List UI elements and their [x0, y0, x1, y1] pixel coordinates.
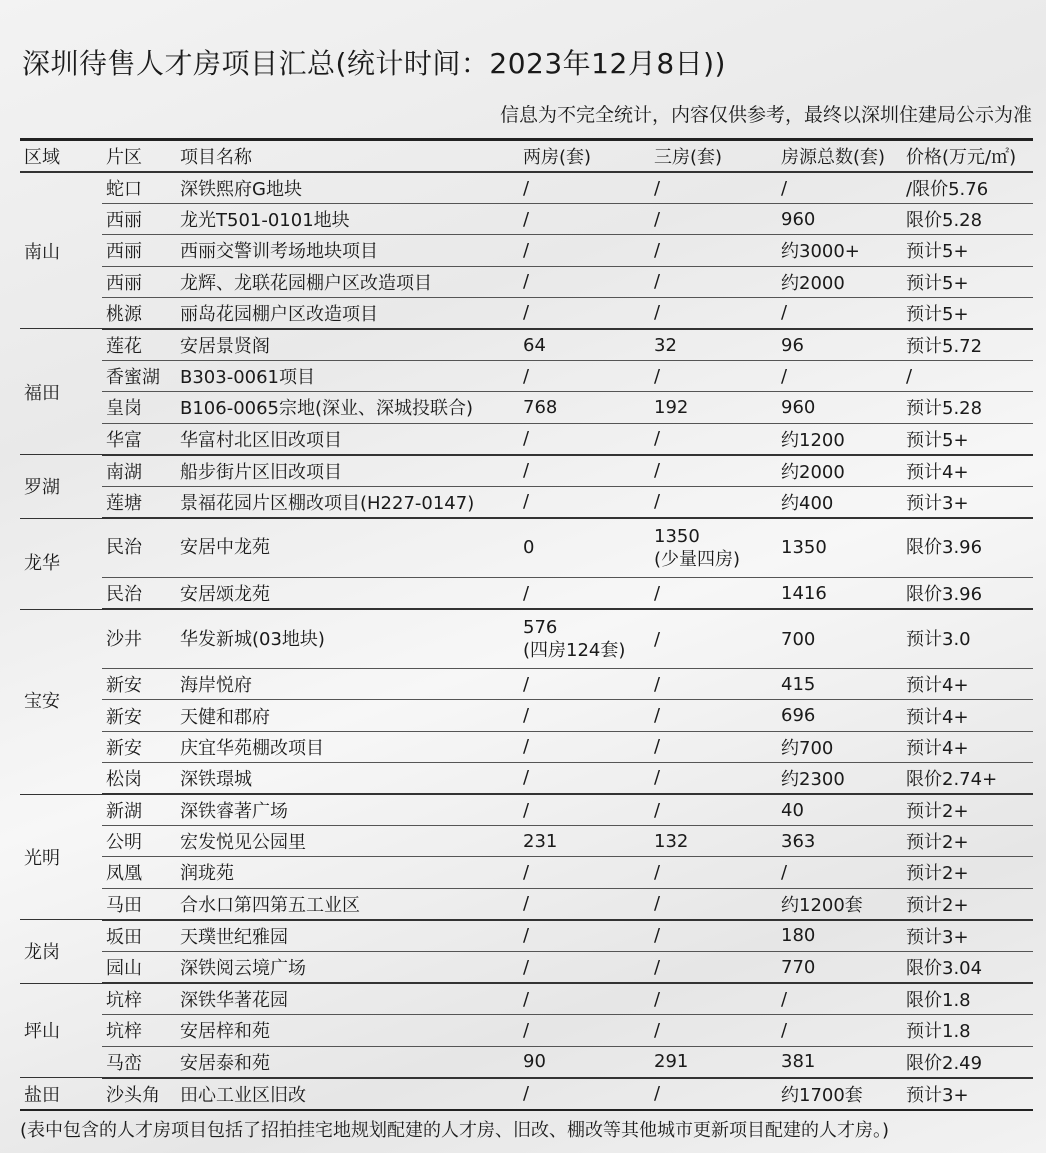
cell-total-units: / [777, 297, 902, 329]
cell-price: 限价3.96 [902, 518, 1033, 578]
cell-area: 沙头角 [102, 1078, 176, 1110]
table-row [20, 983, 1033, 1015]
cell-two-room: / [519, 423, 650, 455]
cell-three-room: / [650, 669, 777, 700]
cell-region: 南山 [20, 172, 102, 329]
cell-two-room: 768 [519, 392, 650, 423]
cell-three-room: / [650, 888, 777, 920]
footnote: (表中包含的人才房项目包括了招拍挂宅地规划配建的人才房、旧改、棚改等其他城市更新项目配建的人才房。) [20, 1120, 890, 1141]
cell-project-name: 安居景贤阁 [176, 329, 519, 361]
cell-two-room: / [519, 920, 650, 952]
cell-project-name: 深铁华著花园 [176, 983, 519, 1015]
cell-total-units: / [777, 172, 902, 204]
cell-three-room: / [650, 455, 777, 487]
cell-two-room: / [519, 857, 650, 888]
cell-price: 预计4+ [902, 669, 1033, 700]
cell-total-units: / [777, 857, 902, 888]
cell-two-room: / [519, 669, 650, 700]
cell-two-room: / [519, 172, 650, 204]
cell-project-name: 华富村北区旧改项目 [176, 423, 519, 455]
table-row [20, 857, 1033, 888]
cell-three-room: 291 [650, 1046, 777, 1078]
header-two-room: 两房(套) [523, 147, 592, 168]
cell-price: 限价2.74+ [902, 762, 1033, 794]
table-row [20, 204, 1033, 235]
cell-three-room: 132 [650, 826, 777, 857]
cell-area: 莲花 [102, 329, 176, 361]
cell-price: 预计5+ [902, 297, 1033, 329]
cell-area: 华富 [102, 423, 176, 455]
cell-project-name: B106-0065宗地(深业、深城投联合) [176, 392, 519, 423]
cell-total-units: 约1700套 [777, 1078, 902, 1110]
cell-two-room: / [519, 731, 650, 762]
cell-price: 预计3+ [902, 1078, 1033, 1110]
cell-area: 公明 [102, 826, 176, 857]
table-row [20, 518, 1033, 578]
cell-region: 福田 [20, 329, 102, 455]
cell-three-room: 1350 (少量四房) [650, 518, 777, 578]
cell-region: 龙华 [20, 518, 102, 609]
table-row [20, 235, 1033, 266]
cell-price: 预计4+ [902, 700, 1033, 731]
cell-price: 限价1.8 [902, 983, 1033, 1015]
cell-price: 预计5.72 [902, 329, 1033, 361]
header-area: 片区 [106, 147, 142, 168]
cell-total-units: / [777, 361, 902, 392]
table-row [20, 731, 1033, 762]
cell-region: 罗湖 [20, 455, 102, 518]
table-row [20, 1015, 1033, 1046]
cell-project-name: 田心工业区旧改 [176, 1078, 519, 1110]
cell-price: 预计5+ [902, 235, 1033, 266]
project-table-container [20, 138, 1033, 1111]
cell-total-units: 约3000+ [777, 235, 902, 266]
cell-price: 预计5+ [902, 266, 1033, 297]
cell-area: 马田 [102, 888, 176, 920]
table-row [20, 266, 1033, 297]
table-row [20, 486, 1033, 518]
cell-three-room: / [650, 1078, 777, 1110]
cell-three-room: / [650, 204, 777, 235]
cell-area: 坑梓 [102, 983, 176, 1015]
cell-total-units: 1416 [777, 578, 902, 610]
cell-project-name: 合水口第四第五工业区 [176, 888, 519, 920]
cell-total-units: 180 [777, 920, 902, 952]
cell-project-name: 景福花园片区棚改项目(H227-0147) [176, 486, 519, 518]
cell-area: 西丽 [102, 204, 176, 235]
cell-total-units: 约2300 [777, 762, 902, 794]
cell-three-room: / [650, 423, 777, 455]
cell-project-name: 丽岛花园棚户区改造项目 [176, 297, 519, 329]
cell-two-room: / [519, 204, 650, 235]
cell-area: 凤凰 [102, 857, 176, 888]
cell-two-room: / [519, 297, 650, 329]
cell-three-room: / [650, 700, 777, 731]
cell-two-room: / [519, 266, 650, 297]
cell-project-name: 安居中龙苑 [176, 518, 519, 578]
cell-total-units: 960 [777, 204, 902, 235]
cell-three-room: / [650, 762, 777, 794]
cell-total-units: 约1200套 [777, 888, 902, 920]
cell-three-room: / [650, 578, 777, 610]
cell-price: 预计2+ [902, 794, 1033, 826]
cell-two-room: / [519, 700, 650, 731]
cell-three-room: / [650, 172, 777, 204]
cell-price: 限价2.49 [902, 1046, 1033, 1078]
cell-project-name: 深铁阅云境广场 [176, 951, 519, 983]
cell-two-room: / [519, 1015, 650, 1046]
cell-total-units: 40 [777, 794, 902, 826]
cell-project-name: 龙光T501-0101地块 [176, 204, 519, 235]
cell-total-units: 770 [777, 951, 902, 983]
cell-project-name: 西丽交警训考场地块项目 [176, 235, 519, 266]
table-row [20, 609, 1033, 669]
project-table [20, 138, 1033, 1111]
cell-project-name: 润珑苑 [176, 857, 519, 888]
table-row [20, 826, 1033, 857]
cell-two-room: / [519, 794, 650, 826]
cell-area: 香蜜湖 [102, 361, 176, 392]
cell-area: 桃源 [102, 297, 176, 329]
header-price: 价格(万元/㎡) [906, 147, 1017, 168]
cell-project-name: 天璞世纪雅园 [176, 920, 519, 952]
cell-total-units: 363 [777, 826, 902, 857]
table-row [20, 762, 1033, 794]
cell-total-units: 381 [777, 1046, 902, 1078]
cell-area: 坑梓 [102, 1015, 176, 1046]
cell-three-room: / [650, 951, 777, 983]
cell-price: 限价5.28 [902, 204, 1033, 235]
cell-two-room: / [519, 1078, 650, 1110]
cell-total-units: 96 [777, 329, 902, 361]
cell-area: 民治 [102, 578, 176, 610]
cell-two-room: 576 (四房124套) [519, 609, 650, 669]
header-three-room: 三房(套) [654, 147, 723, 168]
cell-project-name: 深铁璟城 [176, 762, 519, 794]
cell-area: 马峦 [102, 1046, 176, 1078]
cell-project-name: 深铁睿著广场 [176, 794, 519, 826]
cell-two-room: 90 [519, 1046, 650, 1078]
cell-project-name: 深铁熙府G地块 [176, 172, 519, 204]
cell-area: 蛇口 [102, 172, 176, 204]
cell-price: 预计2+ [902, 826, 1033, 857]
cell-three-room: 192 [650, 392, 777, 423]
cell-three-room: / [650, 486, 777, 518]
cell-area: 皇岗 [102, 392, 176, 423]
cell-project-name: 天健和郡府 [176, 700, 519, 731]
cell-area: 沙井 [102, 609, 176, 669]
table-row [20, 794, 1033, 826]
table-body [20, 172, 1033, 1110]
cell-three-room: / [650, 266, 777, 297]
cell-three-room: / [650, 361, 777, 392]
cell-total-units: 约1200 [777, 423, 902, 455]
cell-price: 预计3+ [902, 920, 1033, 952]
cell-project-name: 安居梓和苑 [176, 1015, 519, 1046]
cell-area: 园山 [102, 951, 176, 983]
cell-three-room: / [650, 983, 777, 1015]
cell-three-room: / [650, 235, 777, 266]
cell-total-units: / [777, 1015, 902, 1046]
cell-project-name: 海岸悦府 [176, 669, 519, 700]
cell-three-room: / [650, 857, 777, 888]
cell-price: 预计3+ [902, 486, 1033, 518]
disclaimer-subtitle: 信息为不完全统计，内容仅供参考，最终以深圳住建局公示为准 [499, 104, 1032, 126]
cell-area: 新安 [102, 669, 176, 700]
table-row [20, 329, 1033, 361]
cell-two-room: / [519, 888, 650, 920]
cell-area: 新湖 [102, 794, 176, 826]
cell-price: 预计4+ [902, 455, 1033, 487]
cell-price: / [902, 361, 1033, 392]
cell-two-room: / [519, 578, 650, 610]
cell-two-room: / [519, 486, 650, 518]
table-row [20, 1078, 1033, 1110]
cell-total-units: 约2000 [777, 266, 902, 297]
table-row [20, 423, 1033, 455]
cell-project-name: B303-0061项目 [176, 361, 519, 392]
cell-two-room: / [519, 235, 650, 266]
cell-price: /限价5.76 [902, 172, 1033, 204]
table-row [20, 700, 1033, 731]
cell-region: 光明 [20, 794, 102, 920]
table-row [20, 455, 1033, 487]
cell-total-units: 960 [777, 392, 902, 423]
cell-project-name: 龙辉、龙联花园棚户区改造项目 [176, 266, 519, 297]
table-row [20, 888, 1033, 920]
cell-project-name: 船步街片区旧改项目 [176, 455, 519, 487]
cell-two-room: / [519, 455, 650, 487]
table-row [20, 1046, 1033, 1078]
cell-region: 宝安 [20, 609, 102, 794]
cell-three-room: / [650, 609, 777, 669]
cell-three-room: / [650, 1015, 777, 1046]
cell-two-room: 231 [519, 826, 650, 857]
cell-project-name: 华发新城(03地块) [176, 609, 519, 669]
cell-total-units: / [777, 983, 902, 1015]
page-title: 深圳待售人才房项目汇总(统计时间：2023年12月8日)) [22, 47, 726, 80]
table-row [20, 172, 1033, 204]
cell-price: 预计3.0 [902, 609, 1033, 669]
cell-total-units: 700 [777, 609, 902, 669]
cell-area: 新安 [102, 700, 176, 731]
cell-price: 限价3.04 [902, 951, 1033, 983]
cell-two-room: / [519, 762, 650, 794]
cell-project-name: 庆宜华苑棚改项目 [176, 731, 519, 762]
cell-area: 松岗 [102, 762, 176, 794]
cell-area: 西丽 [102, 266, 176, 297]
cell-two-room: / [519, 361, 650, 392]
cell-two-room: / [519, 951, 650, 983]
cell-total-units: 约400 [777, 486, 902, 518]
cell-area: 莲塘 [102, 486, 176, 518]
cell-price: 预计2+ [902, 857, 1033, 888]
cell-three-room: / [650, 920, 777, 952]
cell-area: 西丽 [102, 235, 176, 266]
cell-total-units: 696 [777, 700, 902, 731]
table-row [20, 669, 1033, 700]
cell-price: 限价3.96 [902, 578, 1033, 610]
cell-project-name: 安居颂龙苑 [176, 578, 519, 610]
cell-two-room: / [519, 983, 650, 1015]
table-row [20, 361, 1033, 392]
cell-area: 新安 [102, 731, 176, 762]
cell-three-room: / [650, 794, 777, 826]
cell-area: 南湖 [102, 455, 176, 487]
cell-region: 盐田 [20, 1078, 102, 1110]
cell-area: 坂田 [102, 920, 176, 952]
cell-price: 预计5.28 [902, 392, 1033, 423]
table-header [20, 140, 1033, 173]
cell-area: 民治 [102, 518, 176, 578]
cell-three-room: / [650, 297, 777, 329]
cell-total-units: 415 [777, 669, 902, 700]
table-row [20, 920, 1033, 952]
table-row [20, 951, 1033, 983]
table-row [20, 578, 1033, 610]
cell-price: 预计5+ [902, 423, 1033, 455]
cell-project-name: 安居泰和苑 [176, 1046, 519, 1078]
cell-region: 坪山 [20, 983, 102, 1078]
cell-total-units: 1350 [777, 518, 902, 578]
cell-region: 龙岗 [20, 920, 102, 983]
cell-two-room: 0 [519, 518, 650, 578]
table-row [20, 392, 1033, 423]
cell-three-room: 32 [650, 329, 777, 361]
header-region: 区域 [24, 147, 60, 168]
cell-price: 预计1.8 [902, 1015, 1033, 1046]
cell-total-units: 约700 [777, 731, 902, 762]
header-total-units: 房源总数(套) [781, 147, 886, 168]
cell-price: 预计4+ [902, 731, 1033, 762]
cell-project-name: 宏发悦见公园里 [176, 826, 519, 857]
header-row [20, 140, 1033, 173]
cell-three-room: / [650, 731, 777, 762]
cell-two-room: 64 [519, 329, 650, 361]
header-project-name: 项目名称 [180, 147, 252, 168]
cell-price: 预计2+ [902, 888, 1033, 920]
table-row [20, 297, 1033, 329]
cell-total-units: 约2000 [777, 455, 902, 487]
